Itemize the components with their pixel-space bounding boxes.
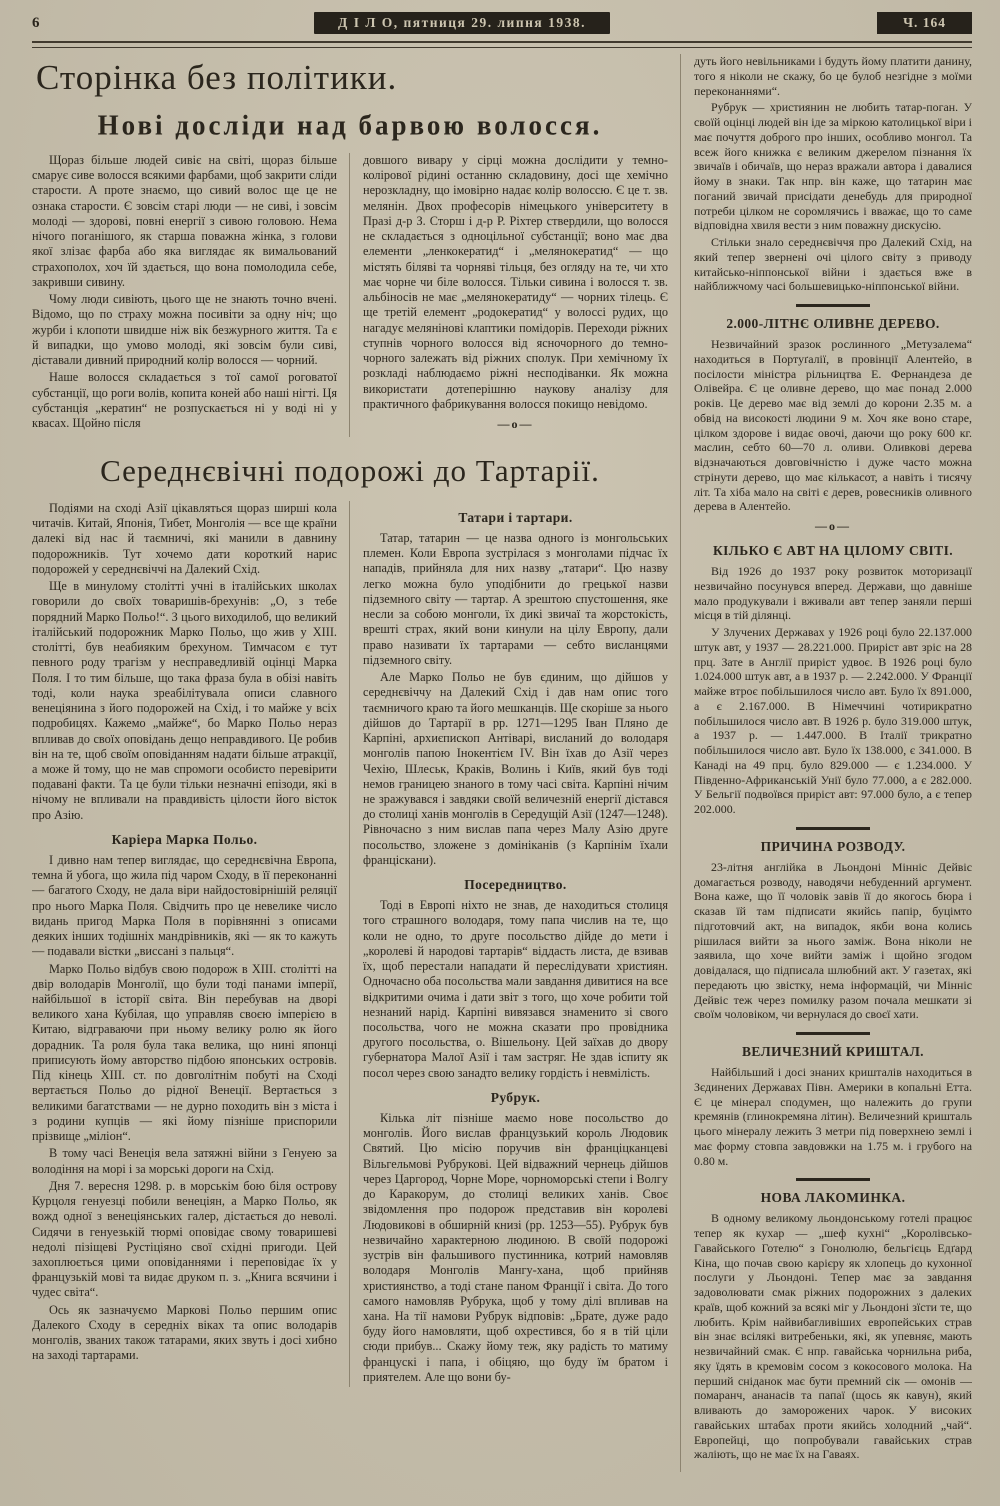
paragraph: І дивно нам тепер виглядає, що середнєвічна Европа, темна й убога, що жила під чаром Сходу, в її переконанні — багатого Сходу, не дала віри найдостовірнішій реляції про нього Марка Поля. Свідчить про це невелике число видань пригод Марка Поля в порівнянні з описами деяких інших тодішніх мандрівників, які — як то кажуть — подавали вістки „виссані з пальця“. <box>32 852 337 959</box>
page-header <box>32 12 972 34</box>
article-divider <box>796 827 870 830</box>
paragraph: Стільки знало середнєвіччя про Далекий Схід, на який тепер звернені очі цілого світу з приводу китайсько-ніппонської війни і здається вже в найближчому часі большевицько-ніппонської війни. <box>694 235 972 294</box>
ornament-divider: —о— <box>497 416 534 431</box>
hair-column-1 <box>32 153 349 437</box>
paragraph: Кілька літ пізніше маємо нове посольство до монголів. Його вислав французький король Людовик Святий. Цю місію поручив він франціцканцеві Вільгельмові Рубрукові. Цей відважний чернець дійшов через Царгород, Чорне Море, чорноморські степи і Волгу до Каракорум, до столиці великих ханів. Своє звідомлення про подорож представив він королеві Людовикові в обширній книзі (рр. 1253—55). Рубрук був незвичайно характерною людиною. В своїй подорожі зустрів він фальшивого пустинника, котрий намовляв володаря Монголів Мангу-хана, щоб прийняв християнство, а тоді стане паном Франції і світа. До того самого намовляв Рубрука, щоб у тому ділі впливав на хана. На тії намови Рубрук відповів: „Брате, дуже радо буду його намовляти, щоб охрестився, бо я в тій ціли сюди прибув... Скажу йому теж, яку радість то матиму францускі і папа, і обіцяю, що буду їм братом і приятелем. Але що вони бу- <box>363 1110 668 1384</box>
tartaria-column-1 <box>32 501 349 1387</box>
article-heading: Каріера Марка Польо. <box>111 831 258 847</box>
paragraph: 23-літня англійка в Льондоні Мінніс Дейвіс домагається розводу, наводячи небуденний аргумент. Вона каже, що її чоловік завів її до якогось бюра і сказав їй там підписати якийсь папір, буцімто підготовчий акт, на випадок, якби вона колись рішилася вийти за нього заміж. Вона ніколи не заявила, що хоче вийти заміж і щойно згодом довідалася, що підписала шлюбний акт. У газетах, які передають цю звістку, нема інформацій, чи Мінніс Дейвіс теж через помилку разом почала мешкати зі своїм чоловіком, чи вернулася до своєї хати. <box>694 859 972 1022</box>
article-heading: Татари і тартари. <box>458 509 573 525</box>
paragraph: В одному великому льондонському готелі працює тепер як кухар — „шеф кухні“ „Королівсько-Гавайського Готелю“ з Гонолюлю, бельгієць Едґард Кіна, що почав свою карієру як хлопець до кухонної послуги у Льондоні. Тепер має за завдання задоволювати смак ріжних подорожних з далеких країв, щоб кожний за всякі міг у Льондоні зїсти те, що любить. Крім найвибагливіших европейських страв він знає всілякі витребеньки, які, як упевняє, мають незвичайний смак. Є нпр. гавайська чорнильна риба, яку їдять в кремовім сосом з кокосового молока. На перший сніданок має бути премний сік — омонів — помаранч, ананасів та папаї (щось як кавун), який вливають до заморожених чарок. У високих гавайських штабах проти якийсь холодний „чай“. Европейці, що попробували гавайських страв жаліють, що не має їх на Гаваях. <box>694 1211 972 1462</box>
paragraph: Найбільший і досі знаних кришталів находиться в Зєдинених Державах Півн. Америки в копальні Етта. Є це мінерал сподумен, що належить до групи кремянів (глинокремяна літин). Величезний кришталь цього мінералу лежить 3 метри під поверхнею землі і має форму стовпа завдовжки на 1.75 м. і грубого на 0.80 м. <box>694 1065 972 1168</box>
article-divider <box>796 1032 870 1035</box>
tartaria-column-2 <box>349 501 668 1387</box>
tartaria-article-title: Середнєвічні подорожі до Тартарії. <box>100 452 600 488</box>
paragraph: Тоді в Европі ніхто не знав, де находиться столиця того страшного володаря, тому папа числив на те, що коли не одно, то друге посольство дійде до мети і „королеві й народові тартарів“ віддасть листа, де взивав їх, щоб перестали нападати й переслідувати християн. Одночасно оба посольства мали завдання дивитися на все відкритими очима і дати звіт з того, що хоче робити той незнаний нарід. Карпіні вивязався знаменито зі свого посольства, чого не можна сказати про провідника другого посольства, о. Вішельону. Цей заїхав до двору губернатора Малої Азії і там застряг. Не здав іспиту як посол через свою занадто велику гордість і невмілість. <box>363 898 668 1080</box>
paragraph: В тому часі Венеція вела затяжні війни з Генуею за володіння на морі і за морські дороги на Схід. <box>32 1146 337 1176</box>
paragraph: Наше волосся складається з тої самої роговатої субстанції, що роги волів, копита коней або наші нігті. Ця субстанція „кератин“ не розпускається ні у воді ні у квасах. Щойно після <box>32 370 337 430</box>
paragraph: Подіями на сході Азії цікавляться щораз ширші кола читачів. Китай, Японія, Тибет, Монголія — все ще країни далекі від нас й таємничі, які манили в давнину подорожників. Тут хочемо дати короткий нарис подорожей у середнєвіччі на Далекий Схід. <box>32 500 337 576</box>
article-heading: ПРИЧИНА РОЗВОДУ. <box>760 838 906 854</box>
page-content <box>32 54 972 1472</box>
paragraph: Чому люди сивіють, цього ще не знають точно вчені. Відомо, що по страху можна посивіти за одну ніч; що журби і клопоти швидше ніж вік безжурного життя. Та є й випадки, що умово молоді, які зовсім були сиві, діставали дивний природний колір волосся — чорний. <box>32 292 337 368</box>
paragraph: Марко Польо відбув свою подорож в XIII. столітті на двір володарів Монголії, що були тоді панами імперії, найбільшої в історії світа. Він перебував на дворі великого хана Кубілая, що управляв своєю імперією в Китаю, відграваючи при ньому велику ролю як його дорадник. Та роля була така велика, що нині японці приписують йому авторство підбою японських островів. Під кінець XIII. ст. по довголітнім побуті на Сході вертається Польо до рідної Венеції. Вертається з великими багатствами — не дурно походить він з міста і з родини купців — які йому пізніше приспорили прізвище „міліон“. <box>32 961 337 1144</box>
article-heading: 2.000-ЛІТНЄ ОЛИВНЕ ДЕРЕВО. <box>726 316 940 331</box>
paragraph: Щораз більше людей сивіє на світі, щораз більше смарує сиве волосся всякими фарбами, щоб закрити сліди старости. А проте знаємо, що сивий волос ще це не ознака старости. Є зовсім старі люди — не сиві, і зовсім молоді — здорові, повні енергії з сивою головою. Нема нічого поганішого, як старша поважна жінка, з голови якої злізає фарба або яка виглядає як вимальований страхополох, хоч їй здається, що вона помолодила себе, закривши сивину. <box>32 153 337 289</box>
paragraph: Дня 7. вересня 1298. р. в морськім бою біля острову Курцоля генуезці побили венеціян, а Марко Польо, як вожд одної з венеціянських галер, дістається до неволі. Сидячи в генуезькій тюрмі оповідає свому товаришеві недолі пізіщеві Рустіціяно свої східні пригоди. Цей захоплюється цими оповіданнями і переповідає їх у французькій мові та видає друком п. з. „Книга всячини і чудес світа“. <box>32 1178 337 1300</box>
paragraph: довшого вивару у сірці можна дослідити у темно-колірової рідині останню складовину, досі ще хемічно нерозкладну, що імовірно надає колір волоссю. Є це т. зв. мелянін. Двох професорів німецького університету в Празі д-р З. Сторш і д-р Р. Ріхтер ствердили, що волосся не складається з одноцільної субстанції; воно має два елементи „ленкокератид“ і „мелянокератид“ — що містять біляві та чорняві тільця, без огляду на те, чи хто має чорне чи біле волосся. Тільки сивина і волосся т. зв. альбіносів не має „мелянокератиду“ — чорних тілець. Є ще третій елемент „родокератид“ у волоссі рудих, що нагадує мелянінові клаптики помідорів. Переходи ріжних ступнів чорного волосся від ясночорного до темно-чорного залежать від ріжних сполук. При хемічному їх розкладі наблюдаємо ріжні несподіванки. Як можна використати дотеперішню наукову аналізу для практичного фабрикування волосся покищо невідомо. <box>363 153 668 411</box>
paragraph: Незвичайний зразок рослинного „Метузалема“ находиться в Портуґалії, в провінції Алентейо, в посілости міністра рільництва Е. Фернандеза де Олівейра. Є це оливне дерево, що має понад 2.000 років. Це дерево має від землі до корони 2.35 м. а обвід на високості людини 9 м. Хоч яке воно старе, цілком здорове і видає овочі, даючи що року 600 кг. маслин, себто 60—70 л. оливи. Оливкові дерева відзначаються довговічністю і дуже часто можна стрінути дерево, що має кількасот, а навіть і тисячу літ. Та хіба мало на світі є дерев, ровесників оливного дерева в Алентейо. <box>694 337 972 514</box>
article-heading: КІЛЬКО Є АВТ НА ЦІЛОМУ СВІТІ. <box>712 543 954 558</box>
masthead-wrap <box>102 12 822 34</box>
tartaria-article-columns <box>32 501 668 1387</box>
article-divider <box>796 304 870 307</box>
section-title: Сторінка без політики. <box>36 58 398 97</box>
paragraph: Ось як зазначуємо Маркові Польо першим опис Далекого Сходу в середніх віках та опис володарів монголів, званих також татарами, яких звуть і досі хибно на заході тартарами. <box>32 1302 337 1363</box>
paragraph: Але Марко Польо не був єдиним, що дійшов у середнєвіччу на Далекий Схід і дав нам опис того таємничого краю та його мешканців. Ще скоріше за нього дійшов до Тартарії в рр. 1271—1295 Іван Пляно де Карпіні, архиєпископ Антіварі, висланий до володаря монголів папою Інокентієм IV. Він їхав до Азії через Чехію, Шлеськ, Краків, Волинь і Київ, який був тоді немов границею знаного в тому часі світа. Карпіні нічим не зражувався і завдяки своїй величезній енергії дістався до столиці ханів монголів в Середущій Азії (1247—1248). Рівночасно з ним вислав папа через Малу Азію друге посольство, зложене з домініканів (з Карпінім їхали франціскани). <box>363 670 668 867</box>
paragraph: Татар, татарин — це назва одного із монгольських племен. Коли Европа зустрілася з монголами підчас їх нападів, прийняла для них назву „татари“. Цю назву легко можна було уподібнити до грецької назви підземного світу — тартар. А зрештою спустошення, яке несли за собою монголи, їх дикі звичаї та жорстокість, врешті страх, який вони кинули на цілу Европу, дали право називати їх тартарами — себто висланцями підземного світу. <box>363 530 668 667</box>
article-heading: Посередництво. <box>464 877 567 893</box>
issue-number: Ч. 164 <box>877 12 972 34</box>
paragraph: Від 1926 до 1937 року розвиток моторизації незвичайно посунувся вперед. Держави, що давніше мало продукували і вживали авт тепер заняли перші місця в тій ділянці. <box>694 564 972 623</box>
article-heading: НОВА ЛАКОМИНКА. <box>760 1190 906 1206</box>
header-rule <box>32 41 972 48</box>
issue-wrap <box>822 12 972 34</box>
paragraph: У Злучених Державах у 1926 році було 22.137.000 штук авт, у 1937 — 28.221.000. Приріст авт зріс на 28 прц. Зате в Англії приріст удвоє. В 1926 році було 1.024.000 штук авт, а в 1937 р. — 2.242.000. У Франції майже втроє побільшилося число авт. Було їх 891.000, а є 2.167.000. В Німеччині чотирикратно побільшилося число авт. В 1926 р. було 319.000 штук, а 1937 р. — 1.447.000. В Італії трикратно побільшилося число авт. Було їх 138.000, є 341.000. В Канаді на 49 прц. було 829.000 — є 1.234.000. У Південно-Африканській Унії було 77.000, а є 282.000. У Бельгії подвоївся приріст авт: 97.000 було, а є тепер 202.000. <box>694 625 972 816</box>
article-heading: ВЕЛИЧЕЗНИЙ КРИШТАЛ. <box>742 1044 924 1059</box>
hair-article-title: Нові досліди над барвою волосся. <box>97 109 603 141</box>
paragraph: дуть його невільниками і будуть йому платити данину, того я ніколи не скажу, бо це булоб незгідне з моїми переконаннями“. <box>694 54 972 98</box>
paragraph: Ще в минулому столітті учні в італійських школах говорили до своїх товаришів-брехунів: „О, з тебе порядний Марко Польо!“. З цього виходилоб, що великий італійський подорожник Марко Польо, що жив у XIII. столітті, був неабияким брехуном. Тимчасом є тут певного роду трагізм у несправедливій оцінці Марка Поля. І то тим більше, що така фраза була в обізі навіть тоді, коли наука зреабілітувала описи славного венеціянина з його подорожей на Схід, і то майже у всіх подробицях. Кажемо „майже“, бо Марко Польо нераз впливав до своїх оповідань дещо неправдивого. Це робив він на те, щоб своїм оповіданням надати більше атракції, а може й тому, що не мав спромоги особисто перевірити подавані факти. Та це були тільки незначні епізоди, які в нічому не впливали на правдивість цілости його вісток про Азію. <box>32 579 337 822</box>
hair-column-2 <box>349 153 668 437</box>
paragraph: Рубрук — християнин не любить татар-поган. У своїй оцінці людей він іде за міркою католицької віри і має почуття доброго про інших, особливо монгол. Та всеж його книжка є великим джерелом пізнання їх звичаїв і обичаїв, що нераз вражали автора і давалися йому в знаки. Так нпр. він каже, що татарин має поганий звичай присідати денебудь для природної потреби цілком не соромлячись і вважає, що то саме відповідна хвиля вести з ним поважну дискусію. <box>694 100 972 233</box>
page-number: 6 <box>32 14 40 31</box>
article-heading: Рубрук. <box>490 1089 541 1105</box>
left-section <box>32 54 680 1472</box>
masthead: Д І Л О, пятниця 29. липня 1938. <box>314 12 610 34</box>
hair-article-columns <box>32 153 668 437</box>
article-divider <box>796 1178 870 1181</box>
ornament-divider: —о— <box>815 519 851 533</box>
right-column <box>680 54 972 1472</box>
